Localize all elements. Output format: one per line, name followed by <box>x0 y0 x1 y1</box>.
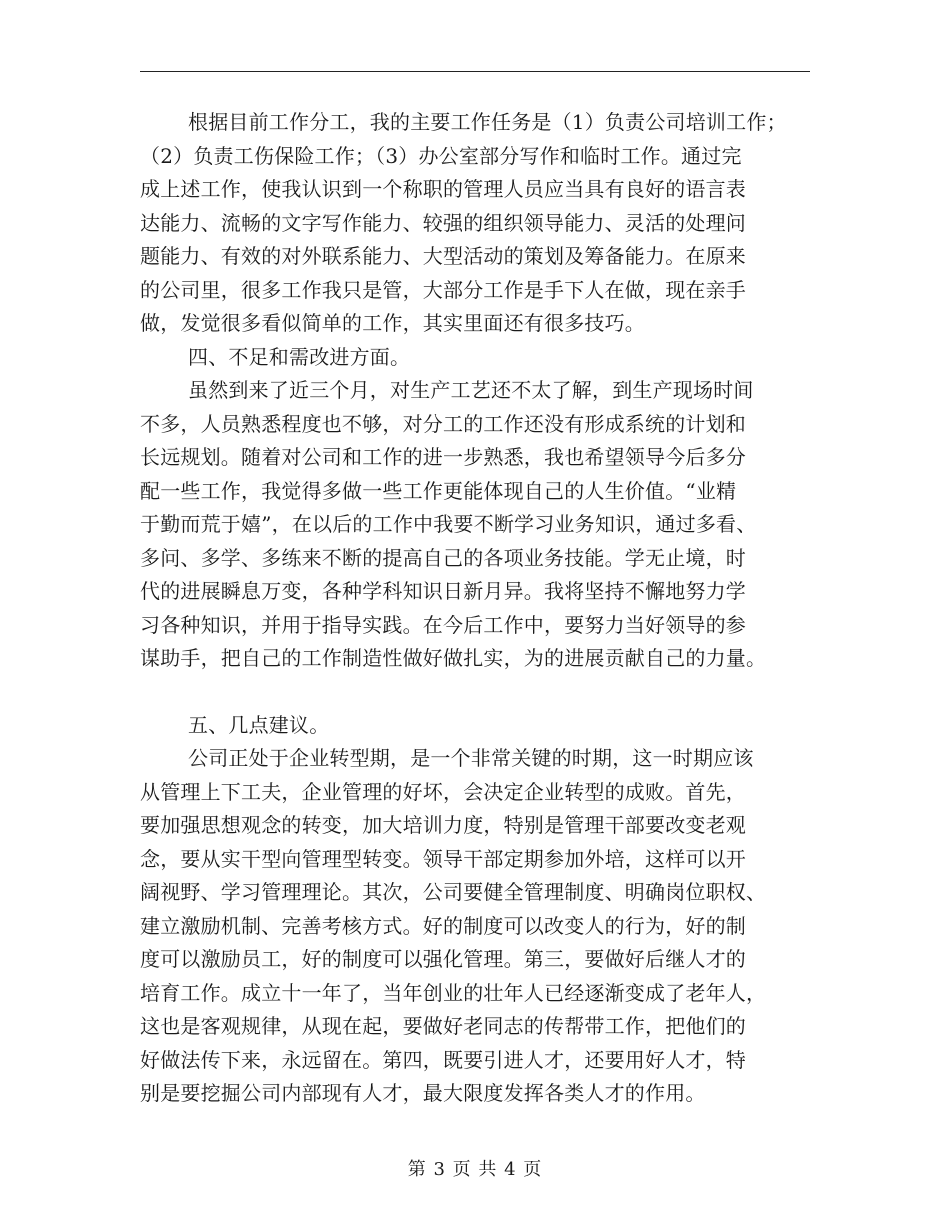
body-text-line: 公司正处于企业转型期，是一个非常关键的时期，这一时期应该 <box>188 746 754 770</box>
body-text-line: 成上述工作，使我认识到一个称职的管理人员应当具有良好的语言表 <box>140 177 746 201</box>
body-text-line: 长远规划。随着对公司和工作的进一步熟悉，我也希望领导今后多分 <box>140 445 746 469</box>
body-text-line: 配一些工作，我觉得多做一些工作更能体现自己的人生价值。“业精 <box>140 478 737 503</box>
body-text-line: 做，发觉很多看似简单的工作，其实里面还有很多技巧。 <box>140 311 645 335</box>
paragraph-gap <box>140 676 812 709</box>
body-text-line: 根据目前工作分工，我的主要工作任务是（1）负责公司培训工作； <box>188 110 787 134</box>
body-text-line: 达能力、流畅的文字写作能力、较强的组织领导能力、灵活的处理问 <box>140 210 746 235</box>
document-body <box>140 106 812 1111</box>
body-text-line: 念，要从实干型向管理型转变。领导干部定期参加外培，这样可以开 <box>140 846 746 871</box>
body-text-line: 好做法传下来，永远留在。第四，既要引进人才，还要用好人才，特 <box>140 1047 746 1072</box>
body-text-line: （2）负责工伤保险工作；（3）办公室部分写作和临时工作。通过完 <box>140 143 742 168</box>
body-text-line: 虽然到来了近三个月，对生产工艺还不太了解，到生产现场时间 <box>188 378 754 402</box>
body-text-line: 的公司里，很多工作我只是管，大部分工作是手下人在做，现在亲手 <box>140 277 746 302</box>
body-text-line: 习各种知识，并用于指导实践。在今后工作中，要努力当好领导的参 <box>140 612 746 637</box>
body-text-line: 不多，人员熟悉程度也不够，对分工的工作还没有形成系统的计划和 <box>140 411 746 436</box>
body-text-line: 于勤而荒于嬉”，在以后的工作中我要不断学习业务知识，通过多看、 <box>140 512 757 536</box>
body-text-line: 度可以激励员工，好的制度可以强化管理。第三，要做好后继人才的 <box>140 947 746 971</box>
header-rule <box>140 71 810 72</box>
body-text-line: 建立激励机制、完善考核方式。好的制度可以改变人的行为，好的制 <box>140 913 746 938</box>
body-text-line: 要加强思想观念的转变，加大培训力度，特别是管理干部要改变老观 <box>140 813 746 837</box>
body-text-line: 阔视野、学习管理理论。其次，公司要健全管理制度、明确岗位职权、 <box>140 880 767 904</box>
body-text-line: 多问、多学、多练来不断的提高自己的各项业务技能。学无止境，时 <box>140 545 746 570</box>
page-number: 第 3 页 共 4 页 <box>407 1159 543 1180</box>
body-text-line: 谋助手，把自己的工作制造性做好做扎实，为的进展贡献自己的力量。 <box>140 646 767 670</box>
body-text-line: 这也是客观规律，从现在起，要做好老同志的传帮带工作，把他们的 <box>140 1014 746 1038</box>
section-heading: 四、不足和需改进方面。 <box>188 344 411 369</box>
body-text-line: 从管理上下工夫，企业管理的好坏，会决定企业转型的成败。首先， <box>140 779 746 804</box>
section-heading: 五、几点建议。 <box>188 712 330 737</box>
body-text-line: 别是要挖掘公司内部现有人才，最大限度发挥各类人才的作用。 <box>140 1081 706 1105</box>
body-text-line: 代的进展瞬息万变，各种学科知识日新月异。我将坚持不懈地努力学 <box>140 579 746 603</box>
body-text-line: 题能力、有效的对外联系能力、大型活动的策划及筹备能力。在原来 <box>140 244 746 268</box>
body-text-line: 培育工作。成立十一年了，当年创业的壮年人已经逐渐变成了老年人， <box>140 980 767 1005</box>
